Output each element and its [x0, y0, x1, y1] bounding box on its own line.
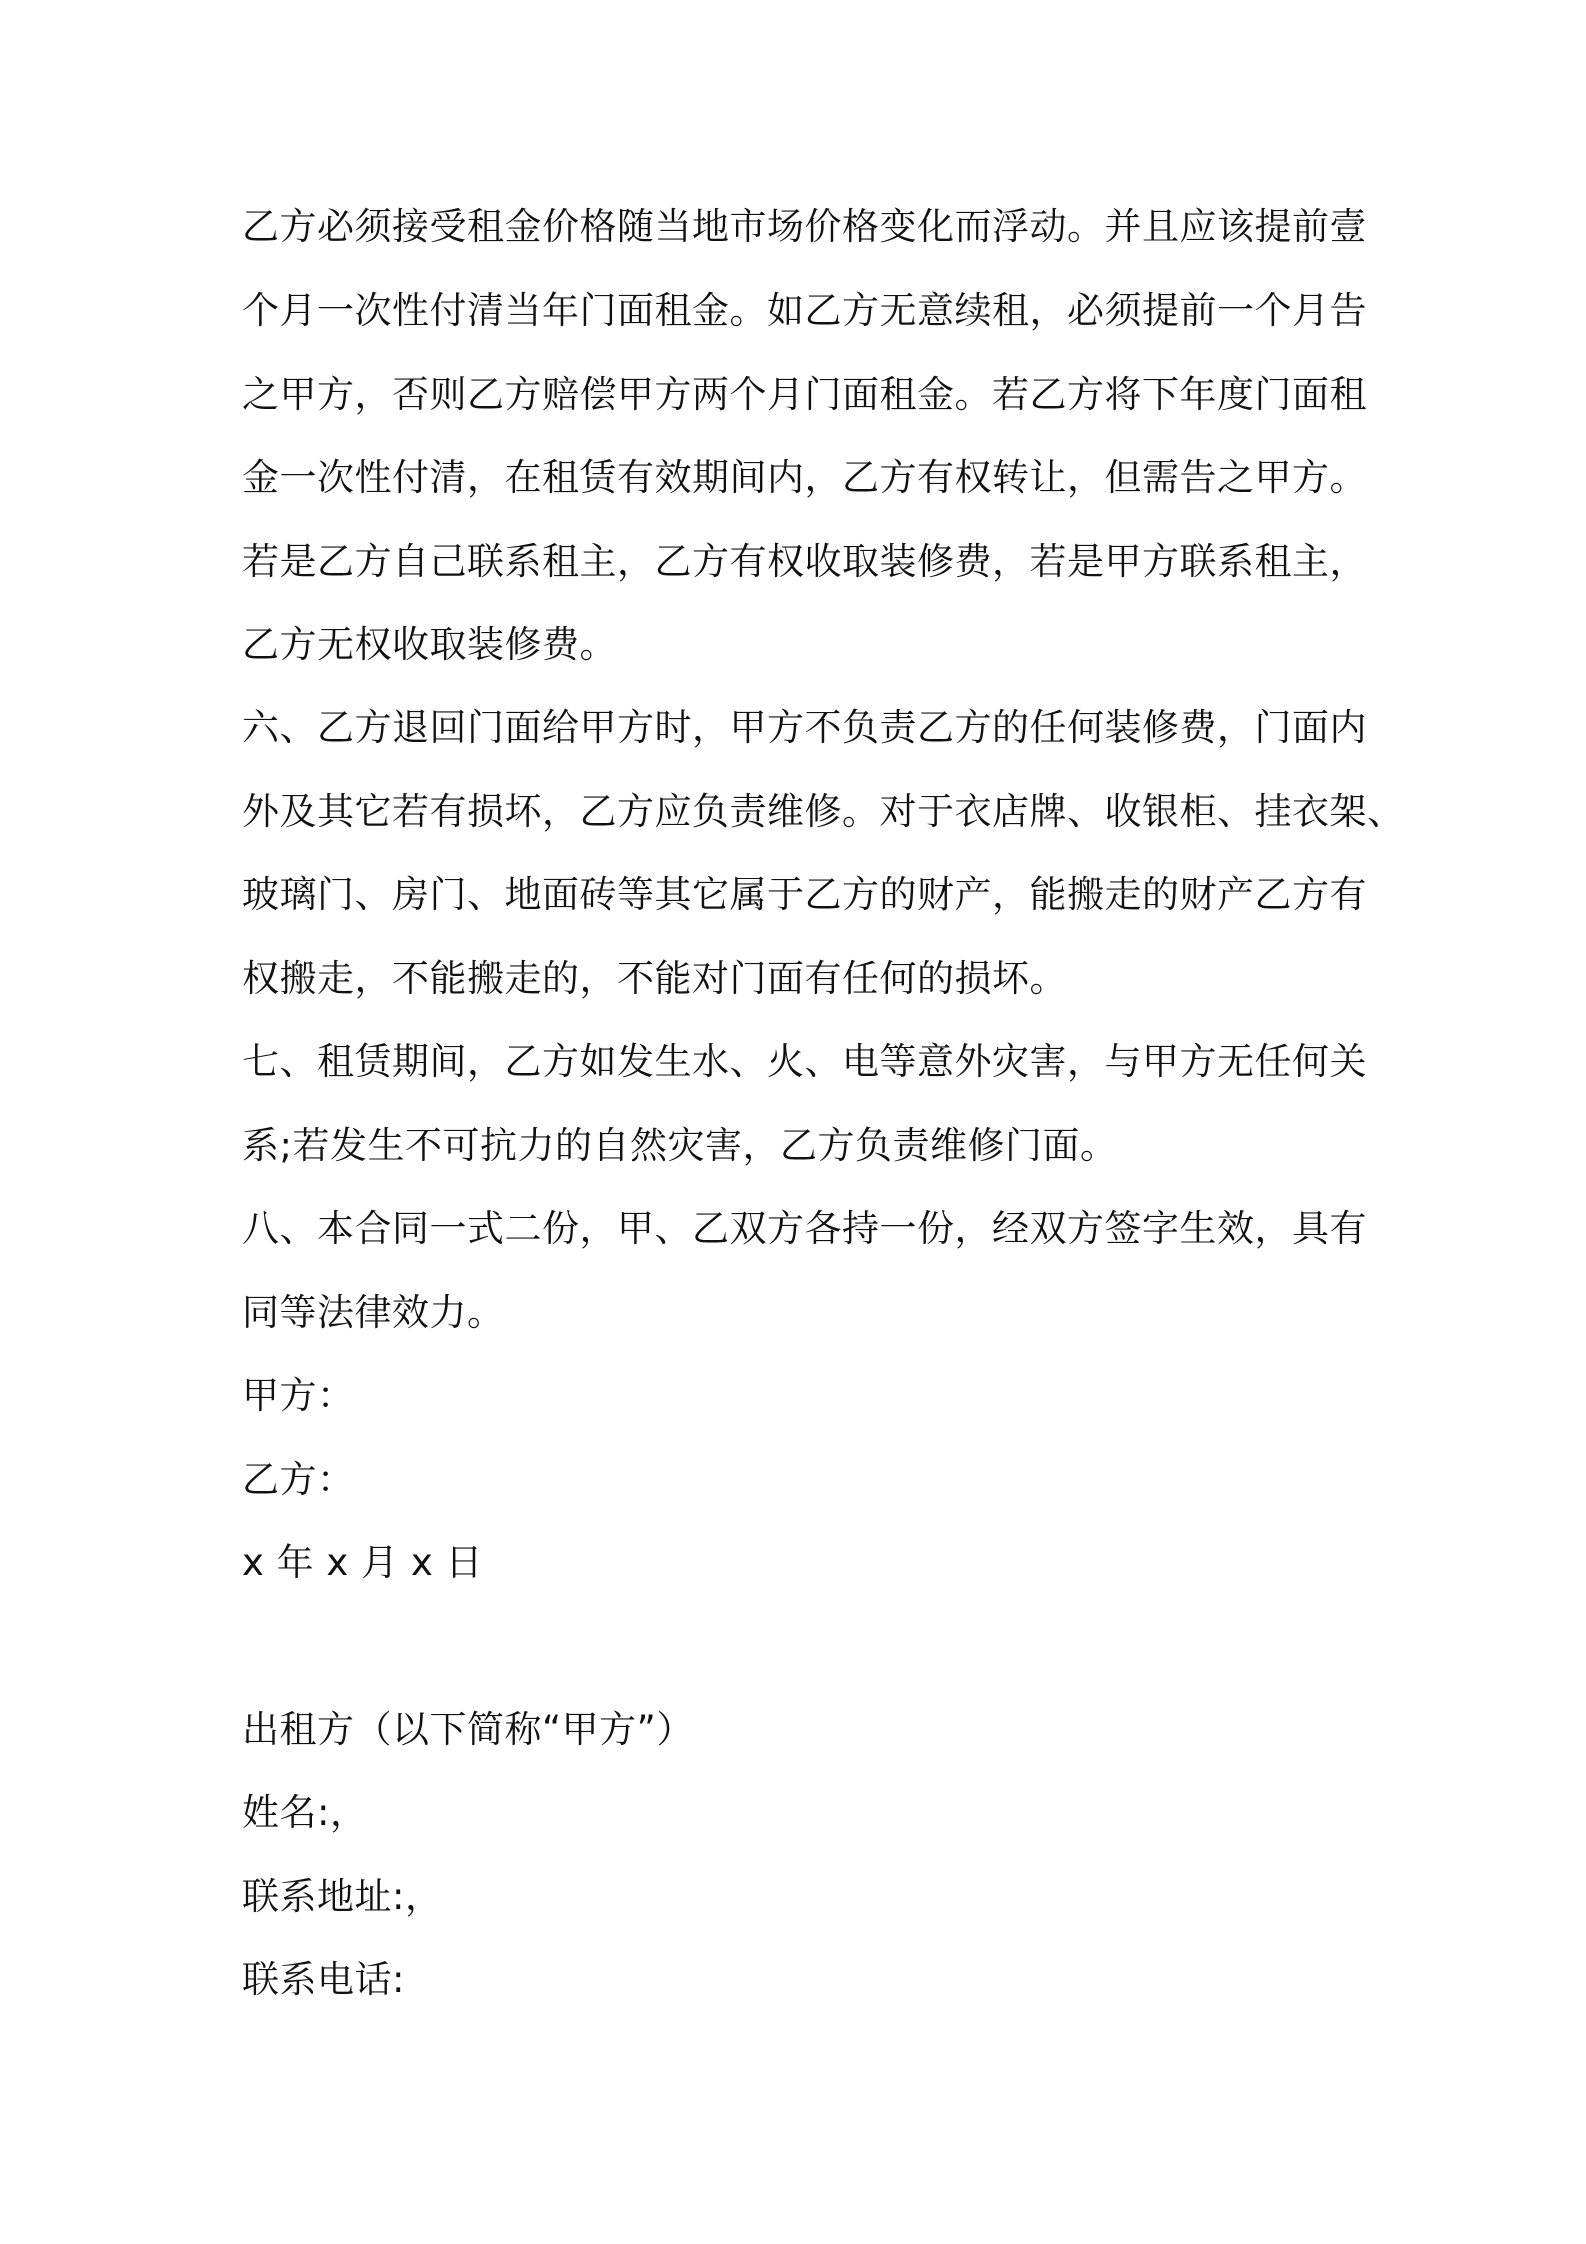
paragraph-line: 之甲方，否则乙方赔偿甲方两个月门面租金。若乙方将下年度门面租	[242, 373, 1367, 416]
clause-seven-line: 七、租赁期间，乙方如发生水、火、电等意外灾害，与甲方无任何关	[242, 1040, 1367, 1083]
clause-seven-line: 系;若发生不可抗力的自然灾害，乙方负责维修门面。	[242, 1124, 1118, 1167]
clause-eight-line: 八、本合同一式二份，甲、乙双方各持一份，经双方签字生效，具有	[242, 1207, 1367, 1250]
clause-six-line: 外及其它若有损坏，乙方应负责维修。对于衣店牌、收银柜、挂衣架、	[242, 790, 1405, 833]
clause-six-line: 权搬走，不能搬走的，不能对门面有任何的损坏。	[242, 957, 1067, 1000]
lessor-phone-field: 联系电话:	[242, 1958, 405, 2001]
paragraph-line: 金一次性付清，在租赁有效期间内，乙方有权转让，但需告之甲方。	[242, 456, 1367, 499]
clause-six-line: 六、乙方退回门面给甲方时，甲方不负责乙方的任何装修费，门面内	[242, 706, 1367, 749]
party-b-signature: 乙方：	[242, 1458, 355, 1501]
party-a-signature: 甲方：	[242, 1374, 355, 1417]
paragraph-line: 乙方无权收取装修费。	[242, 623, 617, 666]
date-line: x 年 x 月 x 日	[242, 1541, 483, 1584]
lessor-heading: 出租方（以下简称“甲方”）	[242, 1708, 694, 1751]
paragraph-line: 个月一次性付清当年门面租金。如乙方无意续租，必须提前一个月告	[242, 289, 1367, 332]
lessor-name-field: 姓名:，	[242, 1791, 368, 1834]
lessor-address-field: 联系地址:，	[242, 1875, 443, 1918]
paragraph-line: 乙方必须接受租金价格随当地市场价格变化而浮动。并且应该提前壹	[242, 205, 1367, 248]
paragraph-line: 若是乙方自己联系租主，乙方有权收取装修费，若是甲方联系租主，	[242, 540, 1367, 583]
clause-six-line: 玻璃门、房门、地面砖等其它属于乙方的财产，能搬走的财产乙方有	[242, 873, 1367, 916]
clause-eight-line: 同等法律效力。	[242, 1291, 505, 1334]
